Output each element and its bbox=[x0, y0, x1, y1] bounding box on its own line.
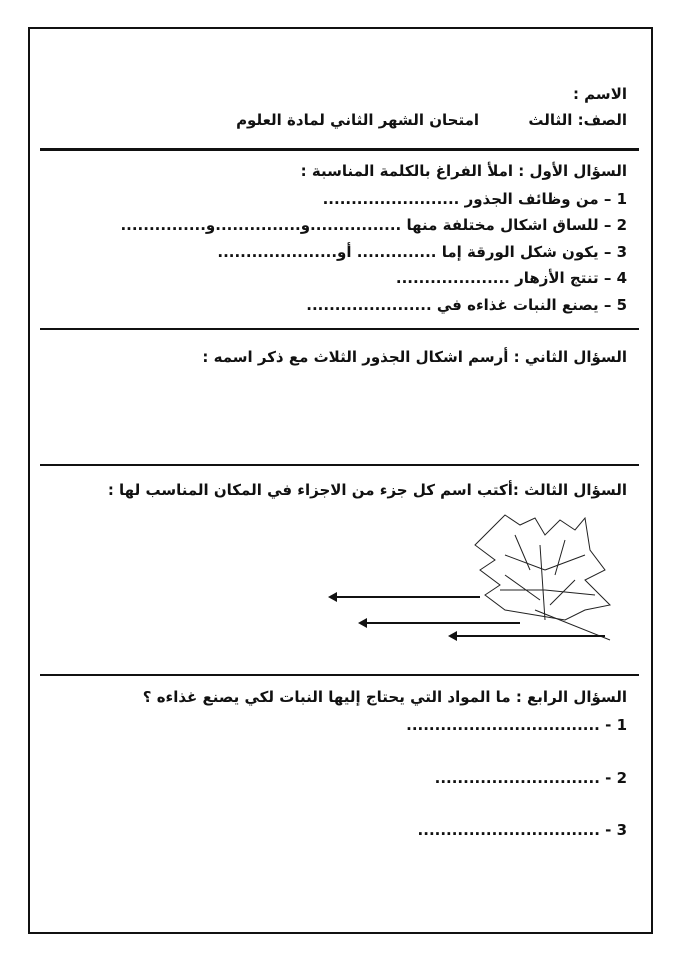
q2-title: السؤال الثاني : أرسم اشكال الجذور الثلاث مع ذكر اسمه : bbox=[202, 348, 627, 366]
q1-title: السؤال الأول : املأ الفراغ بالكلمة المناسبة : bbox=[300, 162, 627, 180]
label-arrow bbox=[330, 596, 480, 598]
q1-item: 2 – للساق اشكال مختلفة منها ................و...............و............... bbox=[120, 216, 627, 234]
divider bbox=[40, 148, 639, 151]
q4-item: 3 - ................................ bbox=[417, 821, 627, 839]
q1-item: 5 – يصنع النبات غذاءه في ...................... bbox=[306, 296, 627, 314]
name-label: الاسم : bbox=[572, 85, 627, 103]
q1-item: 1 – من وظائف الجذور ........................ bbox=[322, 190, 627, 208]
q1-item: 4 – تنتج الأزهار .................... bbox=[395, 269, 627, 287]
q4-title: السؤال الرابع : ما المواد التي يحتاج إليها النبات لكي يصنع غذاءه ؟ bbox=[142, 688, 627, 706]
leaf-illustration bbox=[445, 510, 615, 645]
q4-item: 2 - ............................. bbox=[434, 769, 627, 787]
q3-title: السؤال الثالث :أكتب اسم كل جزء من الاجزاء في المكان المناسب لها : bbox=[107, 481, 627, 499]
divider bbox=[40, 464, 639, 466]
q4-item: 1 - .................................. bbox=[406, 716, 627, 734]
divider bbox=[40, 674, 639, 676]
grade-label: الصف: الثالث bbox=[528, 111, 627, 129]
exam-title: امتحان الشهر الثاني لمادة العلوم bbox=[236, 111, 479, 129]
q1-item: 3 – يكون شكل الورقة إما .............. أو..................... bbox=[217, 243, 627, 261]
divider bbox=[40, 328, 639, 330]
label-arrow bbox=[360, 622, 520, 624]
label-arrow bbox=[450, 635, 605, 637]
